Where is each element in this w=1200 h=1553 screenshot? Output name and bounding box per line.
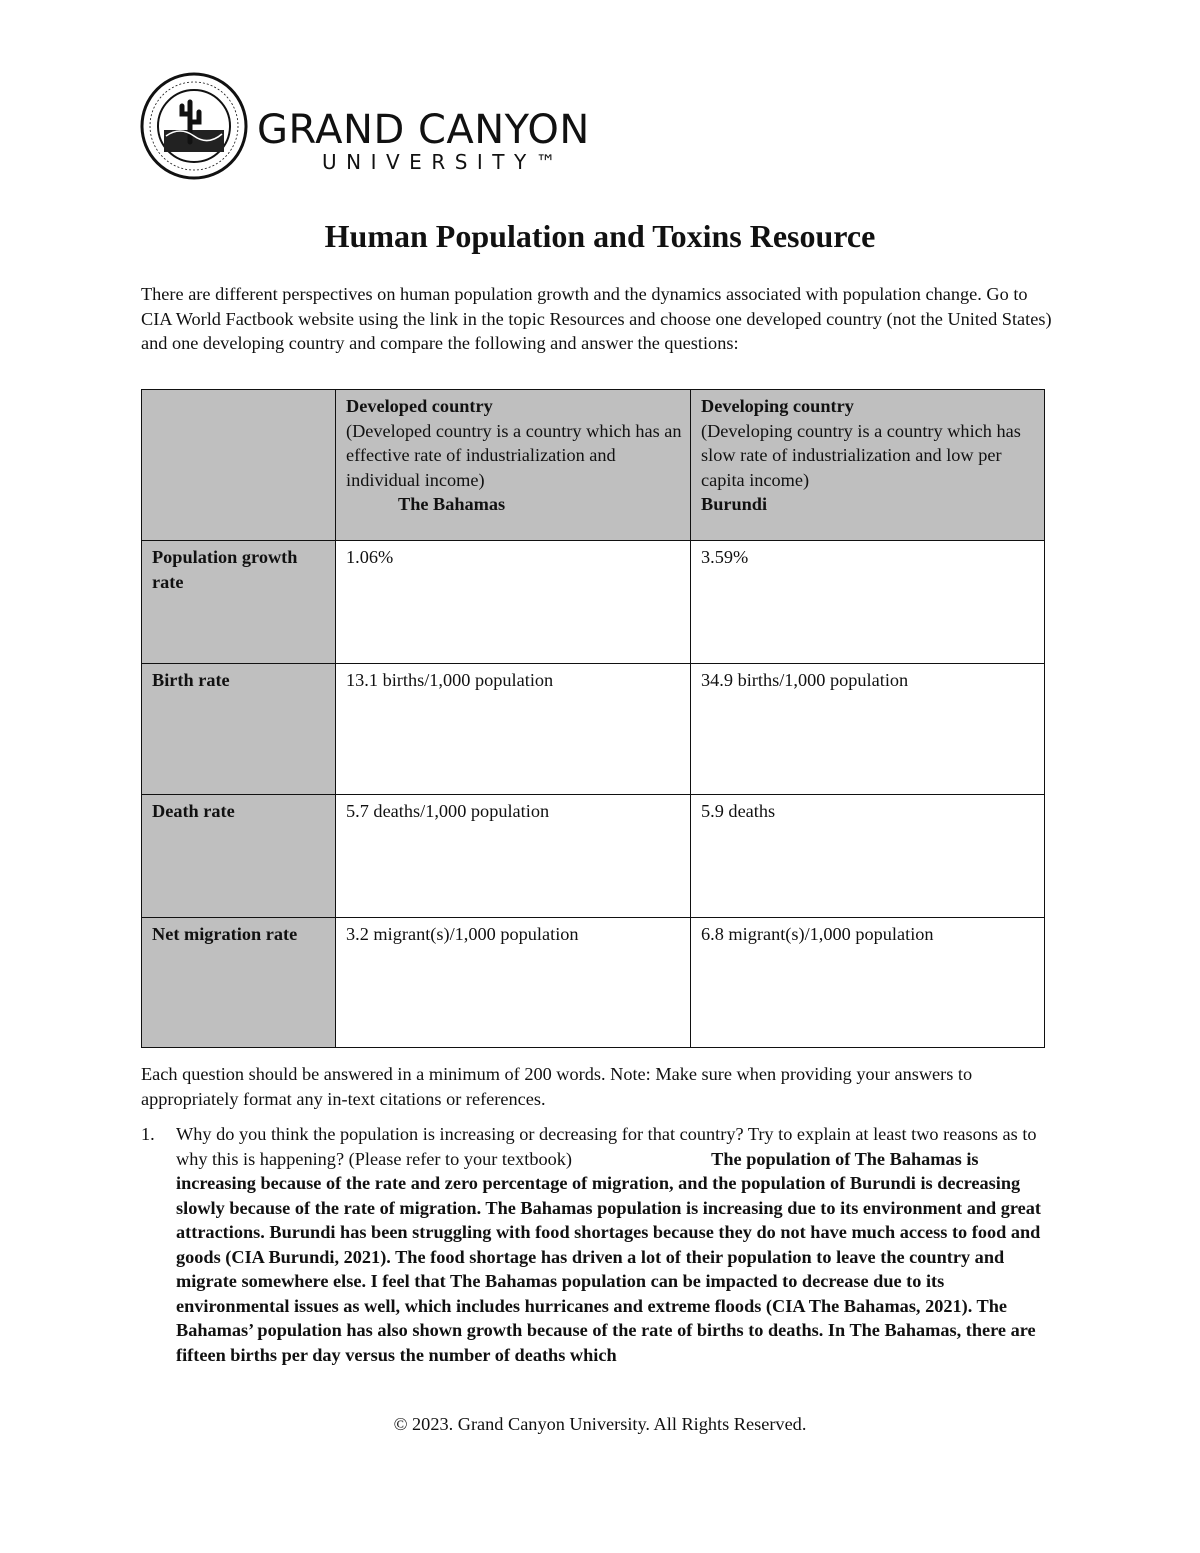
copyright-footer: © 2023. Grand Canyon University. All Rights Reserved.: [393, 1414, 807, 1434]
logo-wordmark-line1: GRAND CANYON: [257, 107, 590, 153]
developing-value: 34.9 births/1,000 population: [691, 664, 1045, 795]
university-logo: [140, 72, 620, 182]
question-1: [141, 1122, 1061, 1367]
developed-value: 3.2 migrant(s)/1,000 population: [336, 918, 691, 1048]
question-number: 1.: [141, 1124, 155, 1144]
university-seal-icon: [140, 72, 248, 180]
table-row: [142, 541, 1045, 664]
developing-header-cell: [691, 390, 1045, 541]
developing-heading: Developing country: [701, 396, 854, 416]
instructions-note: Each question should be answered in a minimum of 200 words. Note: Make sure when providing your answers to appropriately format any in-text citations or references.: [141, 1064, 973, 1109]
question-prompt: Why do you think the population is increasing or decreasing for that country? Try to explain at least two reasons as to why this is happening? (Please refer to your textbook): [176, 1124, 1037, 1169]
table-header-row: [142, 390, 1045, 541]
table-row: [142, 664, 1045, 795]
developing-description: (Developing country is a country which has slow rate of industrialization and low per capita income): [701, 420, 1021, 490]
header-empty-cell: [142, 390, 336, 541]
row-label: Net migration rate: [142, 918, 336, 1048]
developed-value: 13.1 births/1,000 population: [336, 664, 691, 795]
developed-value: 1.06%: [336, 541, 691, 664]
country-comparison-table: [141, 389, 1045, 1048]
developed-header-cell: [336, 390, 691, 541]
developing-country-name: Burundi: [701, 494, 768, 514]
developing-value: 3.59%: [691, 541, 1045, 664]
row-label: Birth rate: [142, 664, 336, 795]
table-row: [142, 795, 1045, 918]
developing-value: 5.9 deaths: [691, 795, 1045, 918]
row-label: Death rate: [142, 795, 336, 918]
intro-paragraph: There are different perspectives on human population growth and the dynamics associated with population change. Go to CIA World Factbook website using the link in the topic Resources and choose one developed country (not the United States) and one developing country and compare the following and answer the questions:: [141, 284, 1052, 353]
row-label: Population growth rate: [142, 541, 336, 664]
developing-value: 6.8 migrant(s)/1,000 population: [691, 918, 1045, 1048]
developed-value: 5.7 deaths/1,000 population: [336, 795, 691, 918]
page-title: Human Population and Toxins Resource: [324, 218, 876, 254]
question-answer: The population of The Bahamas is increasing because of the rate and zero percentage of migration, and the population of Burundi is decreasing slowly because of the rate of migration. The Bahamas population is increasing due to its environment and great attractions. Burundi has been struggling with food shortages because they do not have much access to food and goods (CIA Burundi, 2021). The food shortage has driven a lot of their population to leave the country and migrate somewhere else. I feel that The Bahamas population can be impacted to decrease due to its environmental issues as well, which includes hurricanes and extreme floods (CIA The Bahamas, 2021). The Bahamas’ population has also shown growth because of the rate of births to deaths. In The Bahamas, there are fifteen births per day versus the number of deaths which: [176, 1148, 1042, 1365]
logo-wordmark-line2: UNIVERSITY™: [322, 150, 566, 174]
developed-description: (Developed country is a country which has an effective rate of industrialization and individual income): [346, 420, 682, 490]
table-row: [142, 918, 1045, 1048]
developed-country-name: The Bahamas: [398, 494, 506, 514]
developed-heading: Developed country: [346, 396, 493, 416]
